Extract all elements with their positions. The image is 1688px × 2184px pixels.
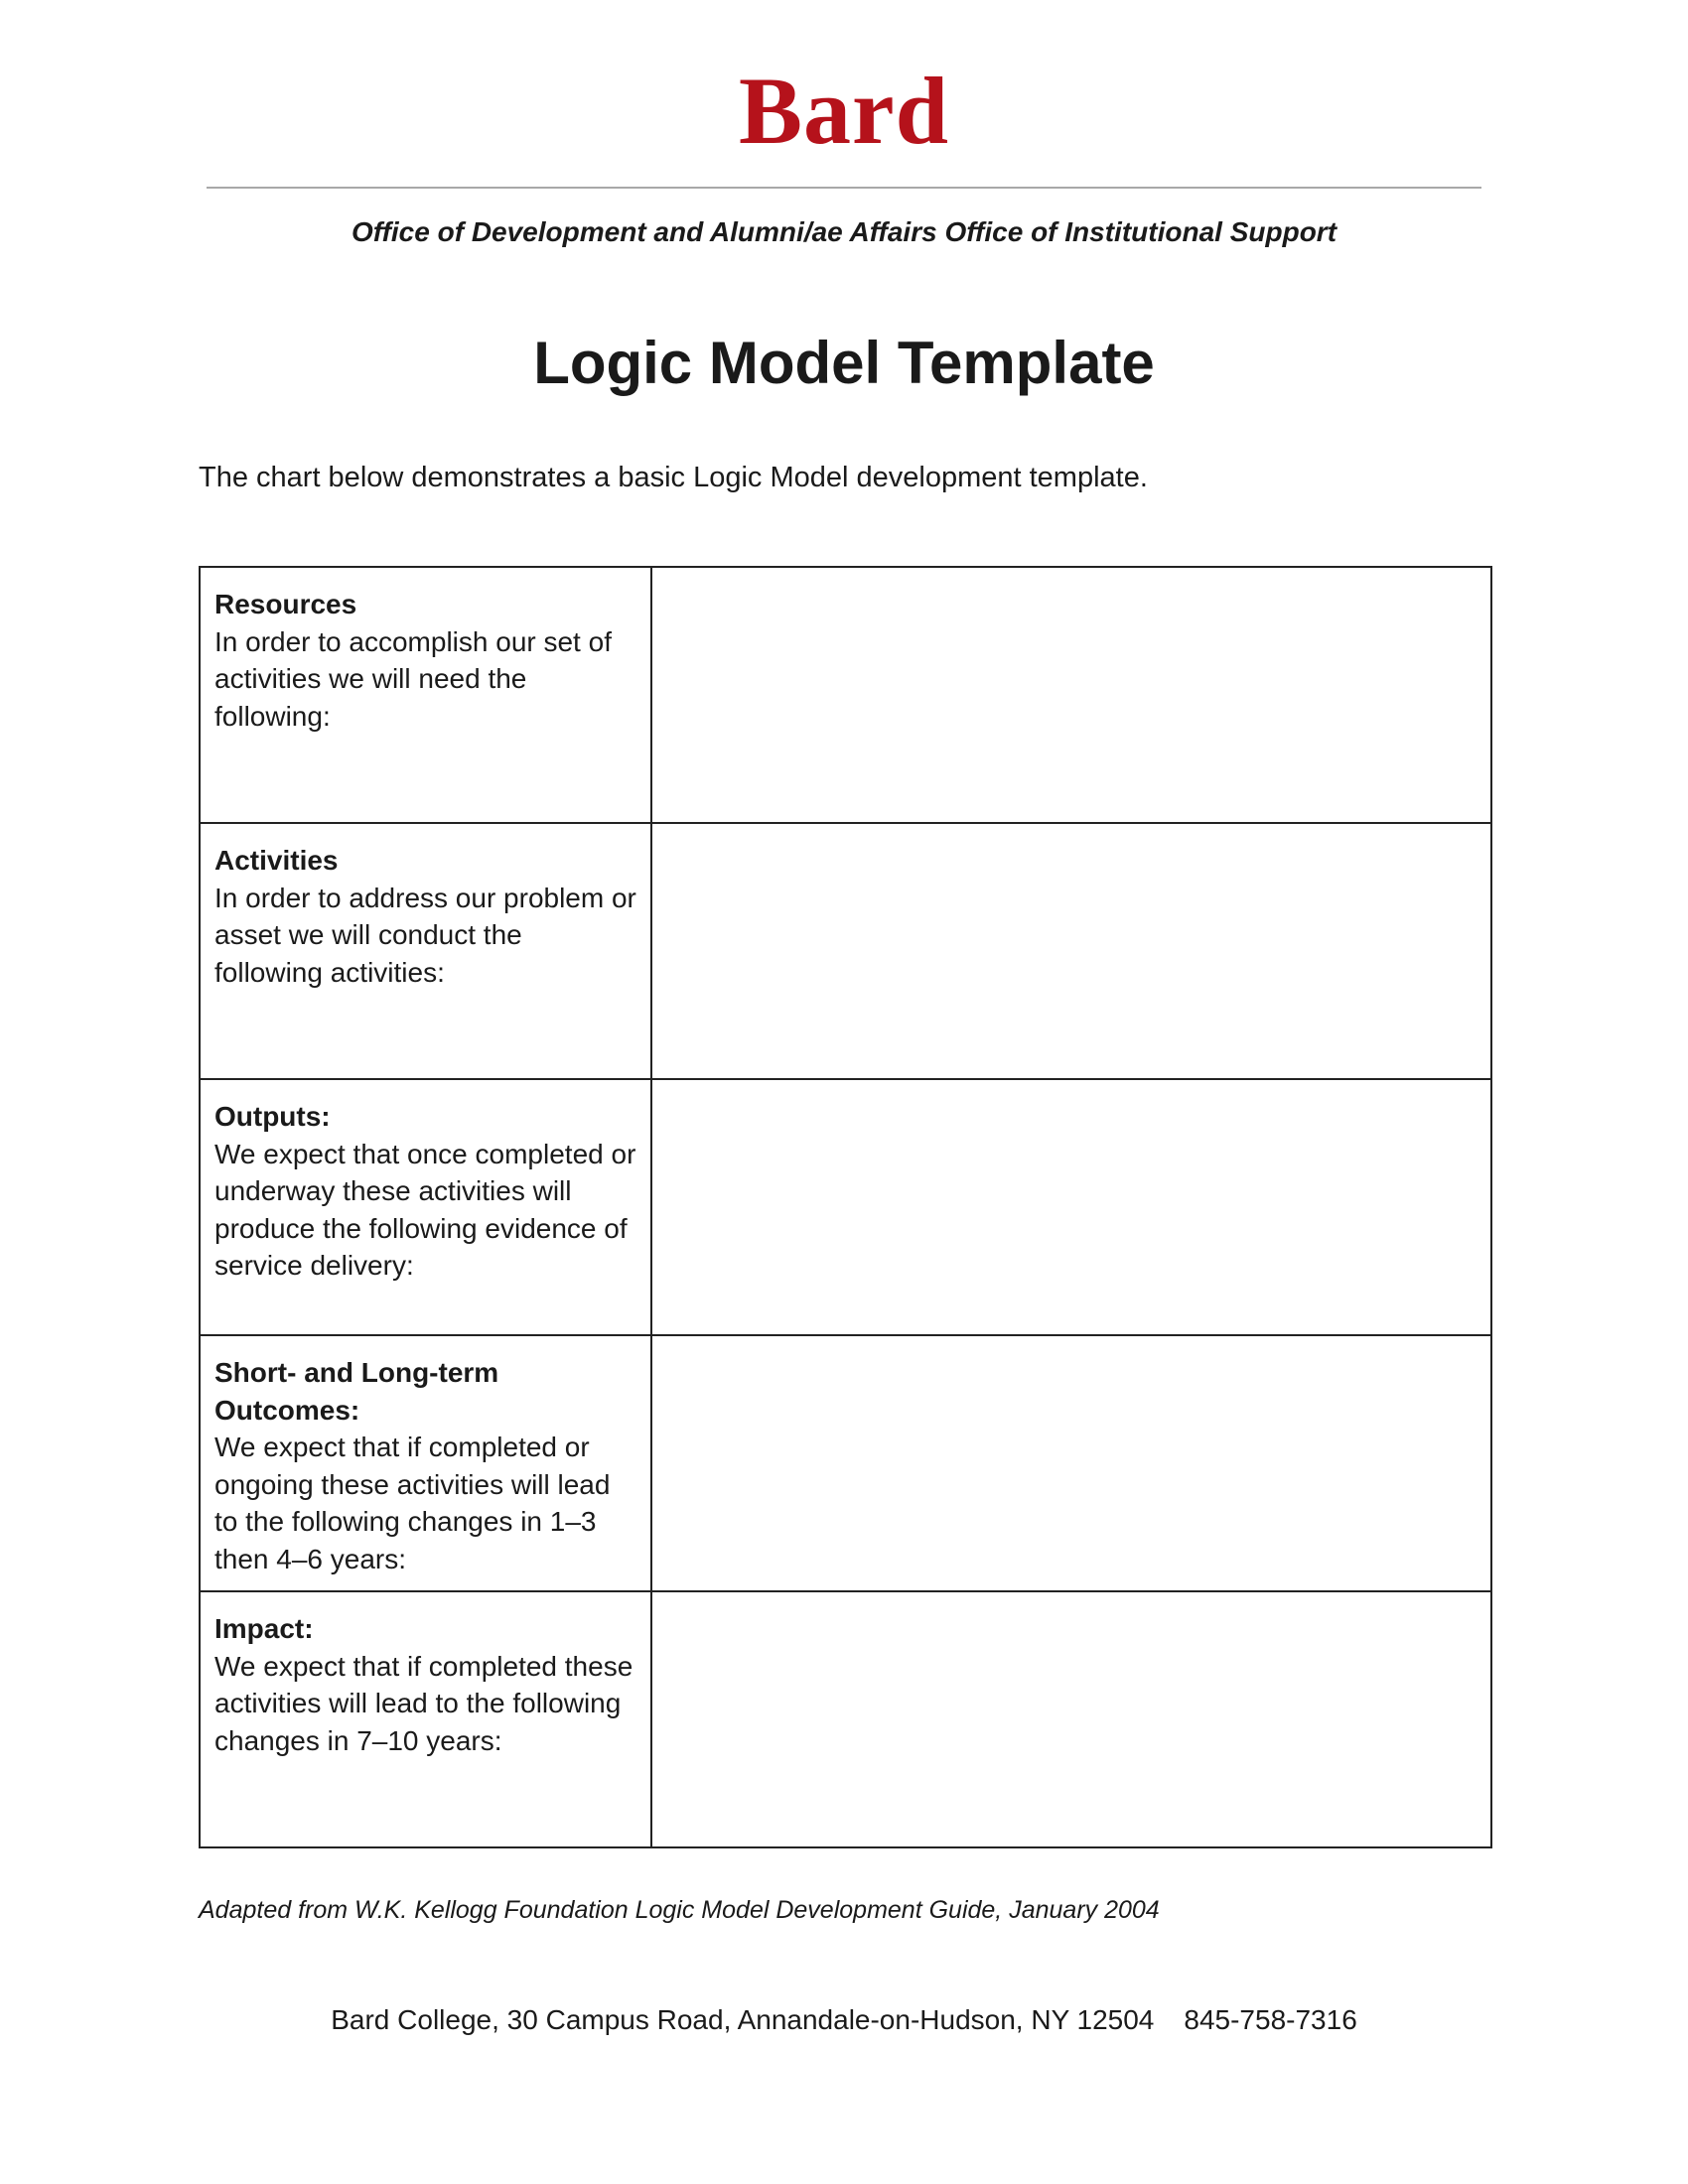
row-description: We expect that once completed or underway these activities will produce the following evidence of service delivery:	[214, 1138, 636, 1281]
outcomes-entry-cell[interactable]	[651, 1335, 1491, 1591]
row-description: We expect that if completed these activities will lead to the following changes in 7–10 years:	[214, 1650, 633, 1756]
row-heading: Outputs:	[214, 1101, 331, 1132]
logic-model-table	[199, 566, 1492, 1848]
footer	[0, 2002, 1688, 2038]
row-heading: Resources	[214, 589, 357, 619]
row-label-cell	[200, 1335, 651, 1591]
row-description: In order to accomplish our set of activities we will need the following:	[214, 625, 612, 732]
header-divider	[207, 187, 1481, 189]
source-note: Adapted from W.K. Kellogg Foundation Logic Model Development Guide, January 2004	[199, 1896, 1160, 1924]
row-heading: Short- and Long-term Outcomes:	[214, 1357, 499, 1426]
row-heading: Impact:	[214, 1613, 314, 1644]
entry-text	[652, 1592, 1490, 1610]
footer-address: Bard College, 30 Campus Road, Annandale-on-Hudson, NY 12504	[331, 2004, 1155, 2035]
row-description: In order to address our problem or asset we will conduct the following activities:	[214, 882, 636, 988]
row-label-cell	[200, 567, 651, 823]
entry-text	[652, 824, 1490, 842]
impact-entry-cell[interactable]	[651, 1591, 1491, 1847]
entry-text	[652, 1336, 1490, 1354]
row-label-cell	[200, 1591, 651, 1847]
table-row	[200, 1079, 1491, 1335]
page-title: Logic Model Template	[533, 330, 1155, 396]
outputs-entry-cell[interactable]	[651, 1079, 1491, 1335]
resources-entry-cell[interactable]	[651, 567, 1491, 823]
table-row	[200, 1591, 1491, 1847]
entry-text	[652, 568, 1490, 586]
row-label-cell	[200, 1079, 651, 1335]
row-description: We expect that if completed or ongoing these activities will lead to the following changes in 1–3 then 4–6 years:	[214, 1432, 611, 1574]
row-label-cell	[200, 823, 651, 1079]
activities-entry-cell[interactable]	[651, 823, 1491, 1079]
entry-text	[652, 1080, 1490, 1098]
table-row	[200, 567, 1491, 823]
office-line: Office of Development and Alumni/ae Affairs Office of Institutional Support	[351, 216, 1337, 247]
row-heading: Activities	[214, 845, 339, 876]
bard-logo: Bard	[738, 58, 950, 164]
intro-text: The chart below demonstrates a basic Logic Model development template.	[199, 462, 1148, 493]
table-row	[200, 823, 1491, 1079]
footer-phone: 845-758-7316	[1184, 2004, 1357, 2035]
table-row	[200, 1335, 1491, 1591]
